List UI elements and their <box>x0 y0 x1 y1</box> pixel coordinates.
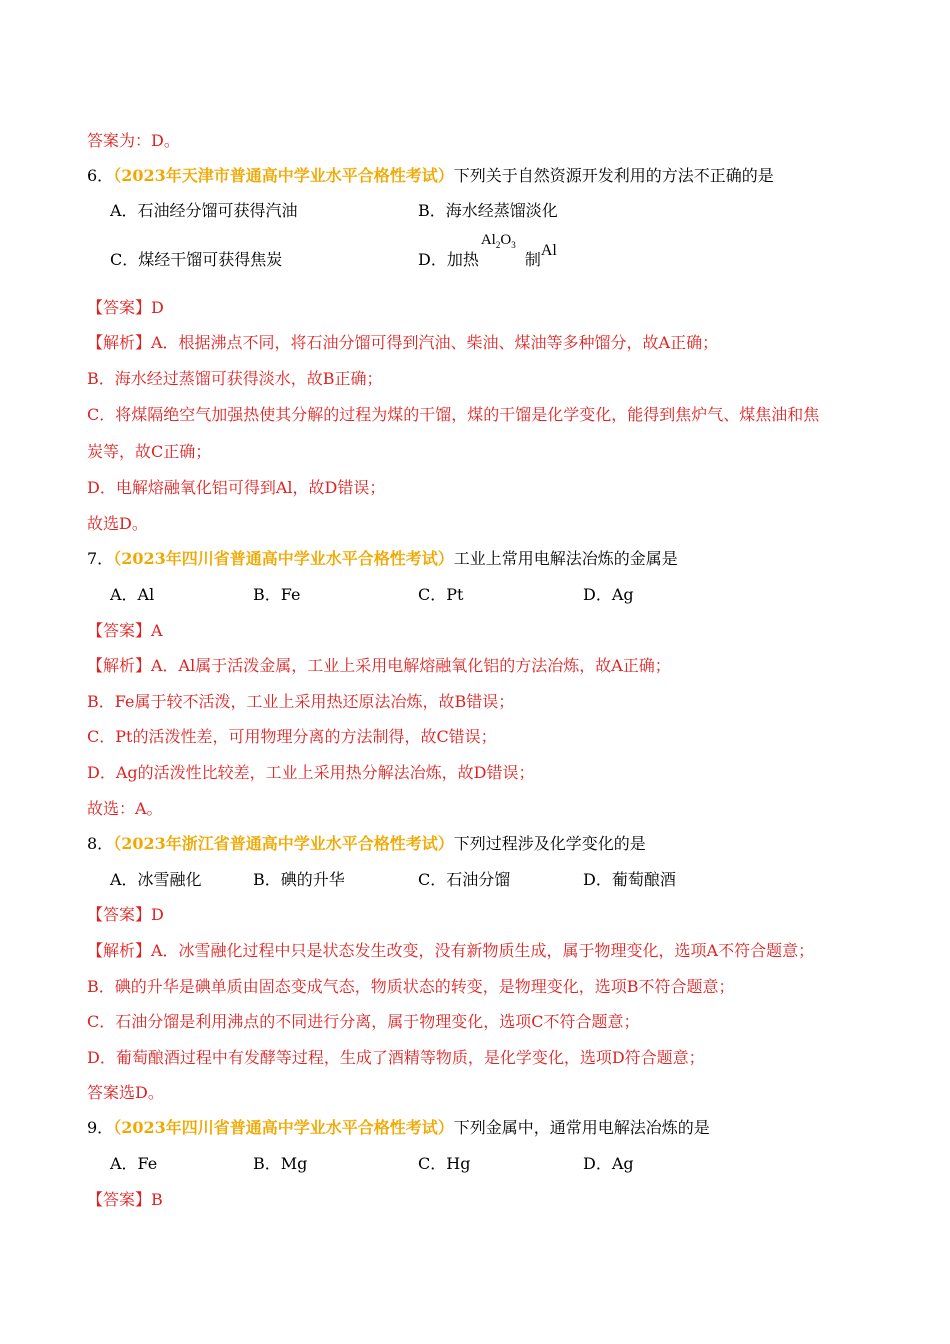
q8-option-b: B．碘的升华 <box>253 870 345 889</box>
q7-stem-line <box>87 548 678 570</box>
q6-analysis-line: D．电解熔融氧化铝可得到Al，故D错误； <box>87 478 386 497</box>
q6-stem-line <box>87 165 774 187</box>
q7-option-c: C．Pt <box>418 585 464 604</box>
q7-number: 7． <box>87 549 114 568</box>
q6-analysis-line: C．将煤隔绝空气加强热使其分解的过程为煤的干馏，煤的干馏是化学变化，能得到焦炉气、煤焦油和焦 <box>87 405 820 424</box>
q7-option-a: A．Al <box>110 585 155 604</box>
q6-answer: 【答案】D <box>87 298 164 317</box>
q8-stem-line <box>87 833 646 855</box>
q7-answer: 【答案】A <box>87 621 163 640</box>
q9-stem: 下列金属中，通常用电解法冶炼的是 <box>453 1118 710 1137</box>
q6-analysis-line: 【解析】A．根据沸点不同，将石油分馏可得到汽油、柴油、煤油等多种馏分，故A正确； <box>87 333 719 352</box>
q8-number: 8． <box>87 834 114 853</box>
q8-option-c: C．石油分馏 <box>418 870 511 889</box>
q7-analysis-line: 【解析】A．Al属于活泼金属，工业上采用电解熔融氧化铝的方法冶炼，故A正确； <box>87 656 671 675</box>
q6-option-d-tail: Al <box>540 242 557 259</box>
q6-option-a: A．石油经分馏可获得汽油 <box>110 201 298 220</box>
q6-analysis-line: B．海水经过蒸馏可获得淡水，故B正确； <box>87 369 383 388</box>
q8-analysis-line: C．石油分馏是利用沸点的不同进行分离，属于物理变化，选项C不符合题意； <box>87 1012 640 1031</box>
q8-option-a: A．冰雪融化 <box>110 870 202 889</box>
q5-answer-tail: 答案为：D。 <box>87 131 180 150</box>
q6-option-d <box>418 232 557 272</box>
q7-analysis-line: C．Pt的活泼性差，可用物理分离的方法制得，故C错误； <box>87 727 497 746</box>
q6-option-d-formula: $Al_2O_3$ <box>480 232 516 250</box>
q6-analysis-line: 故选D。 <box>87 514 148 533</box>
q8-analysis-line: 【解析】A．冰雪融化过程中只是状态发生改变，没有新物质生成，属于物理变化，选项A不符合题意； <box>87 941 815 960</box>
q7-option-d: D．Ag <box>583 585 634 604</box>
q8-source: （2023年浙江省普通高中学业水平合格性考试） <box>113 834 454 853</box>
q8-analysis-line: B．碘的升华是碘单质由固态变成气态，物质状态的转变，是物理变化，选项B不符合题意； <box>87 977 735 996</box>
q8-stem: 下列过程涉及化学变化的是 <box>453 834 646 853</box>
q8-analysis-line: D．葡萄酿酒过程中有发酵等过程，生成了酒精等物质，是化学变化，选项D符合题意； <box>87 1048 705 1067</box>
q6-analysis-line: 炭等，故C正确； <box>87 442 212 461</box>
q9-option-c: C．Hg <box>418 1154 471 1173</box>
q6-source: （2023年天津市普通高中学业水平合格性考试） <box>113 166 454 185</box>
q7-stem: 工业上常用电解法冶炼的金属是 <box>453 549 678 568</box>
q6-stem: 下列关于自然资源开发利用的方法不正确的是 <box>453 166 774 185</box>
q7-source: （2023年四川省普通高中学业水平合格性考试） <box>113 549 454 568</box>
q9-option-d: D．Ag <box>583 1154 634 1173</box>
q7-option-b: B．Fe <box>253 585 301 604</box>
q7-analysis-line: 故选：A。 <box>87 799 163 818</box>
q6-option-d-prefix: D．加热 <box>418 250 479 269</box>
q8-option-d: D．葡萄酿酒 <box>583 870 676 889</box>
q9-option-b: B．Mg <box>253 1154 308 1173</box>
q6-number: 6． <box>87 166 114 185</box>
q6-option-c: C．煤经干馏可获得焦炭 <box>110 250 283 269</box>
q9-number: 9． <box>87 1118 114 1137</box>
q7-analysis-line: B．Fe属于较不活泼，工业上采用热还原法冶炼，故B错误； <box>87 692 515 711</box>
q8-analysis-line: 答案选D。 <box>87 1083 164 1102</box>
q9-answer: 【答案】B <box>87 1190 163 1209</box>
q7-analysis-line: D．Ag的活泼性比较差，工业上采用热分解法冶炼，故D错误； <box>87 763 535 782</box>
q9-option-a: A．Fe <box>110 1154 158 1173</box>
q6-option-d-mid: 制 <box>524 250 541 269</box>
q9-stem-line <box>87 1117 710 1139</box>
q8-answer: 【答案】D <box>87 905 164 924</box>
q6-option-b: B．海水经蒸馏淡化 <box>418 201 558 220</box>
q9-source: （2023年四川省普通高中学业水平合格性考试） <box>113 1118 454 1137</box>
